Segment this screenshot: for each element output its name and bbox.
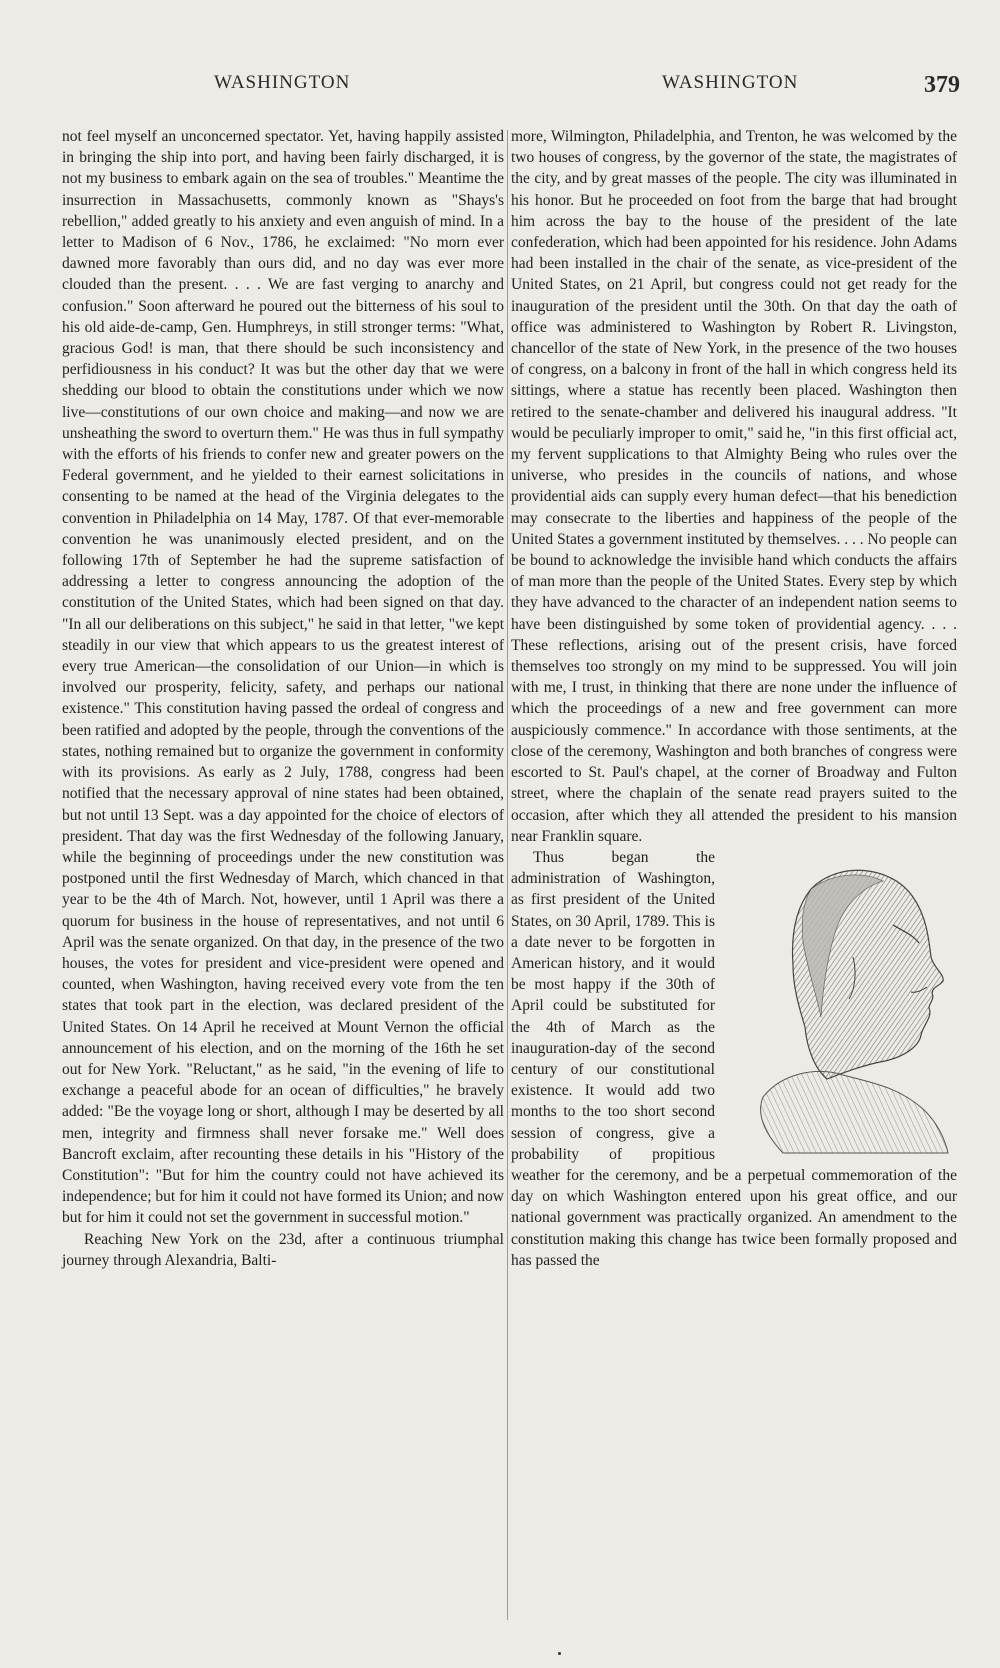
washington-bust-portrait-icon (723, 847, 961, 1157)
right-paragraph-1: more, Wilmington, Philadelphia, and Trenton, he was welcomed by the two houses of congress, by the governor of the state, the magistrates of the city, and by great masses of the people. The city was illuminated in his honor. But he proceeded on foot from the barge that had brought him across the bay to the house of the president of the late confederation, which had been appointed for his residence. John Adams had been installed in the chair of the senate, as vice-president of the United States, on 21 April, but congress could not get ready for the inauguration of the president until the 30th. On that day the oath of office was administered to Washington by Robert R. Livingston, chancellor of the state of New York, in the presence of the two houses of congress, on a balcony in front of the hall in which congress held its sittings, where a statue has recently been placed. Washington then retired to the senate-chamber and delivered his inaugural address. "It would be peculiarly improper to omit," said he, "in this first official act, my fervent supplications to that Almighty Being who rules over the universe, who presides in the councils of nations, and whose providential aids can supply every human defect—that his benediction may consecrate to the liberties and happiness of the people of the United States a government instituted by themselves. . . . No people can be bound to acknowledge the invisible hand which conducts the affairs of man more than the people of the United States. Every step by which they have advanced to the character of an independent nation seems to have been distinguished by some token of providential agency. . . . These reflections, arising out of the present crisis, have forced themselves too strongly on my mind to be suppressed. You will join with me, I trust, in thinking that there are none under the influence of which the proceedings of a new and free government can more auspiciously commence." In accordance with those sentiments, at the close of the ceremony, Washington and both branches of congress were escorted to St. Paul's chapel, at the corner of Broadway and Fulton street, where the chaplain of the senate read prayers suited to the occasion, after which they all attended the president to his mansion near Franklin square. (511, 128, 957, 845)
running-head-right: WASHINGTON (662, 72, 799, 93)
running-head-left: WASHINGTON (214, 72, 351, 93)
right-column (511, 126, 957, 1271)
left-paragraph-1: not feel myself an unconcerned spectator. Yet, having happily assisted in bringing the ship into port, and having been fairly discharged, it is not my business to embark again on the sea of troubles." Meantime the insurrection in Massachusetts, commonly known as "Shays's rebellion," added greatly to his anxiety and even anguish of mind. In a letter to Madison of 6 Nov., 1786, he exclaimed: "No morn ever dawned more favorably than ours did, and no day was ever more clouded than the present. . . . We are fast verging to anarchy and confusion." Soon afterward he poured out the bitterness of his soul to his old aide-de-camp, Gen. Humphreys, in still stronger terms: "What, gracious God! is man, that there should be such inconsistency and perfidiousness in his conduct? It was but the other day that we were shedding our blood to obtain the constitutions under which we now live—constitutions of our own choice and making—and now we are unsheathing the sword to overturn them." He was thus in full sympathy with the efforts of his friends to confer new and greater powers on the Federal government, and he yielded to their earnest solicitations in consenting to be named at the head of the Virginia delegates to the convention in Philadelphia on 14 May, 1787. Of that ever-memorable convention he was unanimously elected president, and on the following 17th of September he had the supreme satisfaction of addressing a letter to congress announcing the adoption of the constitution of the United States, which had been signed on that day. "In all our deliberations on this subject," he said in that letter, "we kept steadily in our view that which appears to us the greatest interest of every true American—the consolidation of our Union—in which is involved our prosperity, felicity, safety, and perhaps our national existence." This constitution having passed the ordeal of congress and been ratified and adopted by the people, through the conventions of the states, nothing remained but to organize the government in conformity with its provisions. As early as 2 July, 1788, congress had been notified that the necessary approval of nine states had been obtained, but not until 13 Sept. was a day appointed for the choice of electors of president. That day was the first Wednesday of the following January, while the beginning of proceedings under the new constitution was postponed until the first Wednesday of March, which chanced in that year to be the 4th of March. Not, however, until 1 April was there a quorum for business in the house of representatives, and not until 6 April was the senate organized. On that day, in the presence of the two houses, the votes for president and vice-president were opened and counted, when Washington, having received every vote from the ten states that took part in the election, was declared president of the United States. On 14 April he received at Mount Vernon the official announcement of his election, and on the morning of the 16th he set out for New York. "Reluctant," as he said, "in the evening of life to exchange a peaceful abode for an ocean of difficulties," he bravely added: "Be the voyage long or short, although I may be deserted by all men, integrity and firmness shall never forsake me." Well does Bancroft exclaim, after recounting these details in his "History of the Constitution": "But for him the country could not have achieved its independence; but for him it could not have formed its Union; and now but for him it could not set the government in successful motion." (62, 128, 504, 1227)
right-paragraph-2-text: Thus began the administration of Washington, as first president of the United States, on 30 April, 1789. This is a date never to be forgotten in American history, and it would be most happy if the 30th of April could be substituted for the 4th of March as the inauguration-day of the second century of our constitutional existence. It would add two months to the too short second session of congress, give a probability of propitious weather for the ceremony, and be a perpetual commemoration of the day on which Washington entered upon his great office, and our national government was practically organized. An amendment to the constitution making this change has twice been formally proposed and has passed the (511, 848, 957, 1269)
column-divider (507, 130, 508, 1620)
left-paragraph-2: Reaching New York on the 23d, after a continuous triumphal journey through Alexandria, Balti- (62, 1230, 504, 1269)
page-speck (558, 1652, 561, 1655)
left-column (62, 126, 504, 1271)
right-paragraph-2 (511, 847, 957, 1271)
page-number: 379 (924, 72, 960, 98)
